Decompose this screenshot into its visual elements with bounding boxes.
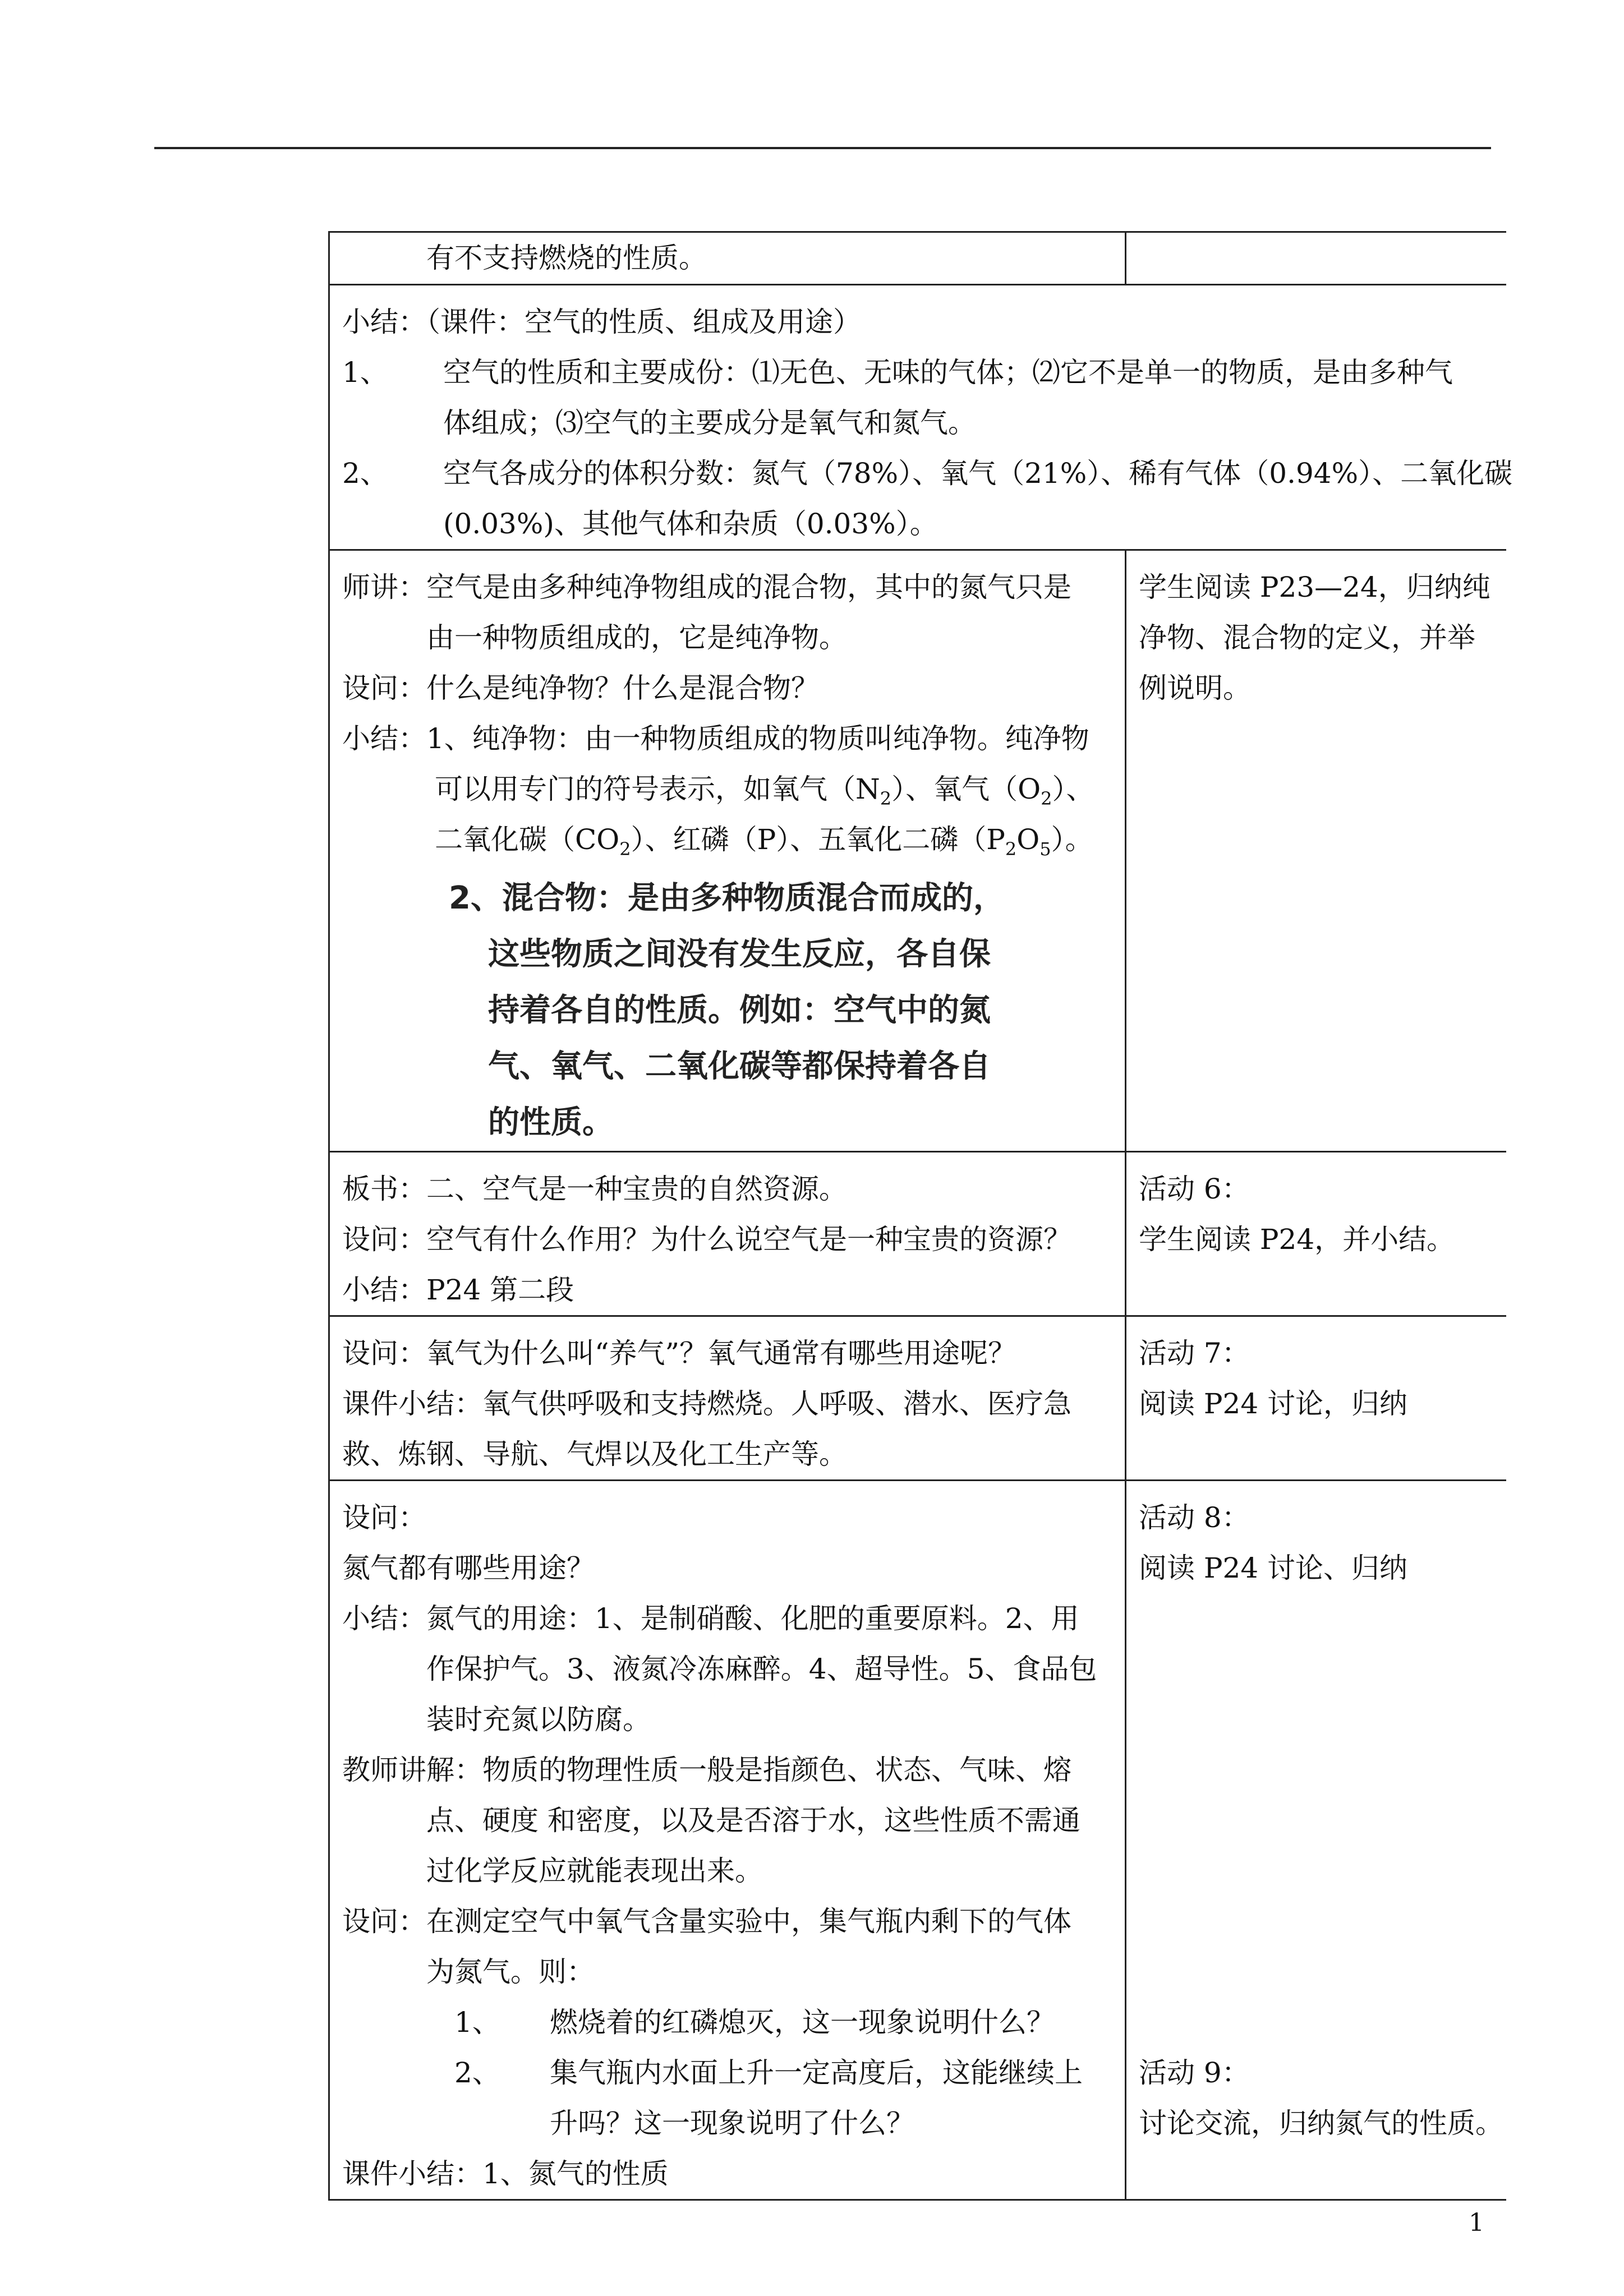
list-text: 空气各成分的体积分数：氮气（78%）、氧气（21%）、稀有气体（0.94%）、二氧化碳: [443, 457, 1513, 490]
text-line: 装时充氮以防腐。: [426, 1703, 651, 1736]
text-line: 例说明。: [1139, 672, 1251, 704]
text-line: 气、氧气、二氧化碳等都保持着各自: [488, 1048, 991, 1085]
header-rule: [154, 147, 1491, 149]
side-cell: [1126, 1316, 1506, 1481]
list-text: 空气的性质和主要成份：⑴无色、无味的气体；⑵它不是单一的物质，是由多种气: [443, 356, 1453, 389]
list-text-cont: (0.03%)、其他气体和杂质（0.03%）。: [443, 508, 938, 540]
text-line: 活动 8：: [1139, 1501, 1250, 1534]
question-item: [342, 1997, 1116, 2048]
table-row: [329, 1316, 1506, 1481]
text-span: ）、氧气（O: [891, 773, 1041, 805]
summary-cell: [329, 285, 1513, 550]
text-line: 设问：什么是纯净物？什么是混合物？: [342, 672, 819, 704]
text-line: 有不支持燃烧的性质。: [426, 242, 707, 274]
text-span: 二氧化碳（CO: [435, 823, 620, 856]
subscript: 2: [1005, 838, 1017, 860]
text-line: 讨论交流，归纳氮气的性质。: [1139, 2107, 1503, 2140]
text-line: 作保护气。3、液氮冷冻麻醉。4、超导性。5、食品包: [426, 1653, 1097, 1685]
text-line: 小结：氮气的用途：1、是制硝酸、化肥的重要原料。2、用: [342, 1602, 1079, 1635]
list-number: 2、: [342, 457, 388, 490]
text-line: 学生阅读 P23—24，归纳纯: [1139, 571, 1490, 603]
text-line: 小结：P24 第二段: [342, 1274, 574, 1306]
text-line: 板书：二、空气是一种宝贵的自然资源。: [342, 1173, 847, 1205]
table-row: [329, 1152, 1506, 1316]
question-number: 2、: [454, 2057, 500, 2089]
text-line: 设问：空气有什么作用？为什么说空气是一种宝贵的资源？: [342, 1223, 1071, 1256]
text-line: 师讲：空气是由多种纯净物组成的混合物，其中的氮气只是: [342, 571, 1071, 603]
text-line: 课件小结：氧气供呼吸和支持燃烧。人呼吸、潜水、医疗急: [342, 1387, 1071, 1420]
main-cell: [329, 1316, 1126, 1481]
main-cell: [329, 232, 1126, 285]
side-cell: [1126, 1152, 1506, 1316]
text-line: 过化学反应就能表现出来。: [426, 1855, 763, 1887]
text-line: 设问：氧气为什么叫“养气”？氧气通常有哪些用途呢？: [342, 1337, 1016, 1370]
table-row: [329, 285, 1506, 550]
text-line: 净物、混合物的定义，并举: [1139, 621, 1475, 654]
question-text: 集气瓶内水面上升一定高度后，这能继续上: [550, 2057, 1083, 2089]
main-cell: [329, 1152, 1126, 1316]
subscript: 2: [619, 838, 631, 860]
text-line: 设问：在测定空气中氧气含量实验中，集气瓶内剩下的气体: [342, 1905, 1071, 1938]
list-text-cont: 体组成；⑶空气的主要成分是氧气和氮气。: [443, 407, 976, 439]
formula-line: [342, 764, 1116, 814]
text-span: ）。: [1051, 823, 1093, 856]
question-item: [342, 2048, 1116, 2098]
text-line: 阅读 P24 讨论、归纳: [1139, 1552, 1408, 1584]
text-line: 活动 9：: [1139, 2057, 1250, 2089]
summary-title: 小结：（课件：空气的性质、组成及用途）: [342, 306, 861, 338]
text-line: 由一种物质组成的，它是纯净物。: [426, 621, 847, 654]
text-line: 小结：1、纯净物：由一种物质组成的物质叫纯净物。纯净物: [342, 722, 1089, 755]
question-text: 燃烧着的红磷熄灭，这一现象说明什么？: [550, 2006, 1055, 2039]
main-cell: [329, 1481, 1126, 2200]
subscript: 5: [1039, 838, 1051, 860]
list-number: 1、: [342, 356, 388, 389]
text-line: 课件小结：1、氮气的性质: [342, 2157, 669, 2190]
formula-line: [342, 814, 1116, 865]
side-cell: [1126, 1481, 1506, 2200]
text-line: 活动 6：: [1139, 1173, 1250, 1205]
table-row: [329, 232, 1506, 285]
text-span: ）、红磷（P）、五氧化二磷（P: [631, 823, 1005, 856]
text-line: 学生阅读 P24，并小结。: [1139, 1223, 1455, 1256]
text-line: 2、混合物：是由多种物质混合而成的，: [449, 880, 1005, 916]
subscript: 2: [880, 788, 892, 809]
text-line: 持着各自的性质。例如：空气中的氮: [488, 992, 991, 1029]
text-line: 为氮气。则：: [426, 1956, 595, 1988]
text-span: 可以用专门的符号表示，如氧气（N: [435, 773, 880, 805]
list-item: [342, 448, 1513, 499]
text-line: 救、炼钢、导航、气焊以及化工生产等。: [342, 1438, 847, 1470]
text-line: 的性质。: [488, 1104, 614, 1141]
subscript: 2: [1041, 788, 1052, 809]
main-cell: [329, 550, 1126, 1152]
table-row: [329, 1481, 1506, 2200]
page-number: 1: [1469, 2209, 1484, 2237]
side-cell: [1126, 550, 1506, 1152]
side-cell: [1126, 232, 1506, 285]
text-span: ）、: [1052, 773, 1094, 805]
text-line: 阅读 P24 讨论，归纳: [1139, 1387, 1408, 1420]
question-number: 1、: [454, 2006, 500, 2039]
text-line: 点、硬度 和密度，以及是否溶于水，这些性质不需通: [426, 1804, 1080, 1837]
text-line: 氮气都有哪些用途？: [342, 1552, 595, 1584]
lesson-table: [328, 231, 1513, 2201]
mixture-definition-image-text: [342, 865, 1116, 1151]
text-line: 设问：: [342, 1501, 426, 1534]
question-text-cont: 升吗？这一现象说明了什么？: [550, 2107, 914, 2140]
text-span: O: [1016, 823, 1040, 856]
text-line: 教师讲解：物质的物理性质一般是指颜色、状态、气味、熔: [342, 1754, 1071, 1786]
table-row: [329, 550, 1506, 1152]
text-line: 这些物质之间没有发生反应，各自保: [488, 936, 991, 972]
text-line: 活动 7：: [1139, 1337, 1250, 1370]
list-item: [342, 347, 1497, 398]
